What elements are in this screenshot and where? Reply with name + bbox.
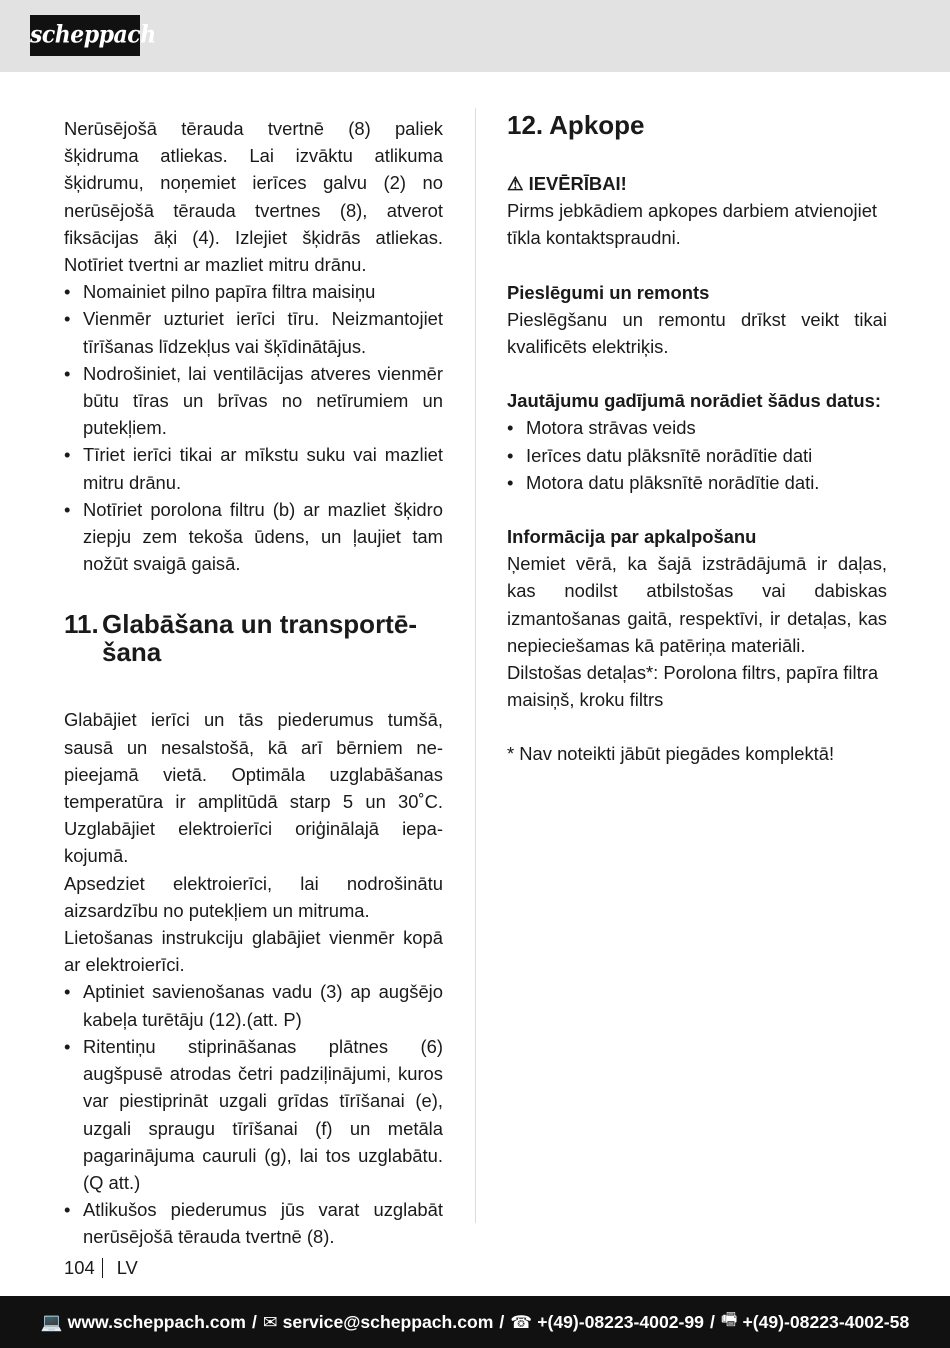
service-heading: Informācija par apkalpošanu [507,526,757,548]
section-11-heading [64,610,443,666]
fax-icon: 🖷 [720,1309,738,1329]
cleaning-bullet-list [64,278,443,577]
list-item: • Nodrošiniet, lai ventilācijas atveres vienmēr būtu tīras un brīvas no netīrumiem un putekļiem. [64,360,443,442]
intro-paragraph: Nerūsējošā tērauda tvertnē (8) paliek šķidruma atliekas. Lai izvāktu atlikuma šķidrumu, noņemiet ierīces galvu (2) no nerūsējošā tērauda tvertnes (8), atverot fiksācijas āķi (4). Izlejiet šķidrās atliekas. Notīriet tvertni ar mazliet mitru drānu. [64,118,443,276]
page-number-block [64,1256,138,1280]
section-12-heading [507,110,887,140]
header-band [0,0,950,72]
page-number-divider [102,1258,103,1278]
list-item: • Tīriet ierīci tikai ar mīkstu suku vai mazliet mitru drānu. [64,441,443,495]
connections-text: Pieslēgšanu un remontu drīkst veikt tikai kvalificēts elektriķis. [507,308,887,358]
section-title: Apkope [549,110,645,140]
footer-separator: / [499,1311,505,1332]
list-item: • Notīriet porolona filtru (b) ar mazliet šķidro ziepju zem tekoša ūdens, un ļaujiet tam nožūt svaigā gaisā. [64,496,443,578]
phone-icon: ☎ [510,1311,533,1332]
list-item: • Motora datu plāksnītē norādītie dati. [507,469,887,496]
storage-paragraph-1: Glabājiet ierīci un tās piederumus tumšā, sausā un nesalstošā, kā arī bērniem nepieejamā vietā. Optimāla uzglabāšanas temperatūra ir amplitūdā starp 5 un 30˚C. Uzglabājiet elektroierīci oriģinālajā iepakojumā. [64,709,443,867]
right-column [507,110,887,768]
storage-paragraph-3: Lietošanas instrukciju glabājiet vienmēr kopā ar elektroierīci. [64,927,443,976]
section-number: 11. [64,609,99,640]
footer-website-link[interactable]: www.scheppach.com [67,1311,246,1332]
page-number: 104 [64,1257,95,1278]
scheppach-logo [30,15,156,56]
list-item: • Vienmēr uzturiet ierīci tīru. Neizmantojiet tīrīšanas līdzekļus vai šķīdinātājus. [64,305,443,359]
page-language: LV [116,1257,138,1278]
list-item: • Ierīces datu plāksnītē norādītie dati [507,442,887,469]
list-item: • Atlikušos piederumus jūs varat uzglabāt nerūsējošā tērauda tvertnē (8). [64,1196,443,1250]
section-number: 12. [507,110,544,140]
footer-email-link[interactable]: service@scheppach.com [282,1311,494,1332]
connections-heading: Pieslēgumi un remonts [507,281,710,303]
computer-icon: 💻 [40,1311,63,1332]
logo-text: scheppach [30,20,156,50]
storage-paragraph-2: Apsedziet elektroierīci, lai nodrošinātu aizsardzību no putekļiem un mitruma. [64,872,443,921]
questions-bullet-list [507,414,887,496]
mail-icon: ✉ [262,1311,278,1332]
service-text: Ņemiet vērā, ka šajā izstrādājumā ir daļas, kas nodilst atbilstošas vai dabiskas izmantošanas gaitā, respektīvi, ir detaļas, kas nepieciešamas kā patēriņa materiāli. [507,553,887,656]
left-column [64,115,443,1251]
footer-fax: +(49)-08223-4002-58 [742,1311,910,1332]
storage-bullet-list [64,978,443,1250]
questions-heading: Jautājumu gadījumā norādiet šādus datus: [507,390,882,412]
footer-bar [0,1296,950,1348]
wear-parts-text: Dilstošas detaļas*: Porolona filtrs, papīra filtra maisiņš, kroku filtrs [507,662,879,711]
warning-icon: ⚠ [507,173,524,194]
column-divider [475,108,476,1223]
warning-label: IEVĒRĪBAI! [528,173,627,194]
list-item: • Aptiniet savienošanas vadu (3) ap augšējo kabeļa turētāju (12).(att. P) [64,978,443,1032]
section-title: Glabāšana un transportēšana [102,609,417,668]
footer-separator: / [251,1311,257,1332]
footer-phone: +(49)-08223-4002-99 [537,1311,704,1332]
footnote: * Nav noteikti jābūt piegādes komplektā! [507,743,835,765]
footer-separator: / [709,1311,715,1332]
warning-text: Pirms jebkādiem apkopes darbiem atvienojiet tīkla kontaktspraudni. [507,200,878,249]
list-item: • Ritentiņu stiprināšanas plātnes (6) augšpusē atrodas četri padziļinājumi, kuros var piestiprināt uzgali grīdas tīrīšanai (e), uzgali spraugu tīrīšanai (f) un metāla pagarinājuma cauruli (g), lai tos uzglabātu. (Q att.) [64,1033,443,1196]
warning-heading [507,170,887,197]
list-item: • Motora strāvas veids [507,414,887,441]
list-item: • Nomainiet pilno papīra filtra maisiņu [64,278,443,305]
